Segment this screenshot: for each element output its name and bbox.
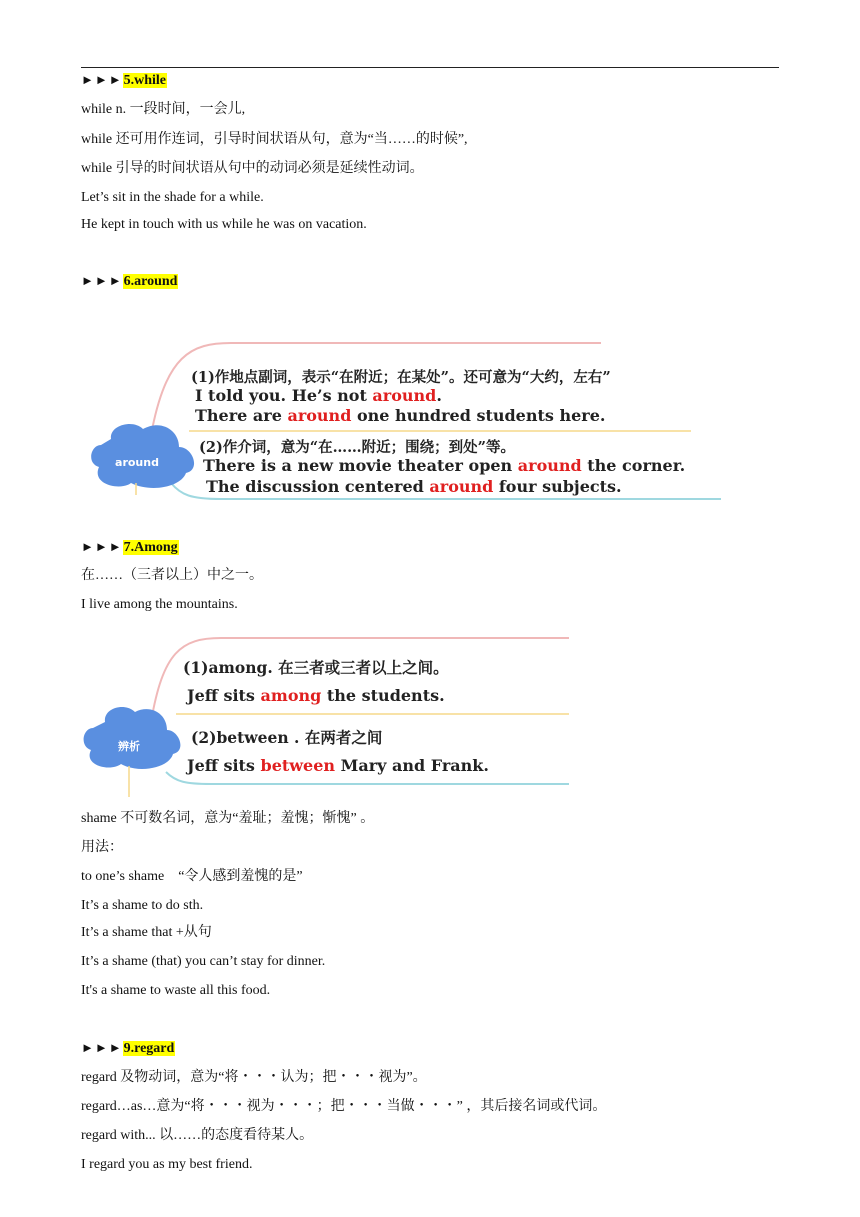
heading-among <box>81 538 179 557</box>
mindmap-line: (1)作地点副词，表示“在附近；在某处”。还可意为“大约，左右” <box>191 369 611 386</box>
heading-arrows: ►►► <box>81 539 123 554</box>
text-line: It’s a shame to do sth. <box>81 898 204 913</box>
heading-while <box>81 71 167 90</box>
text-line: while 引导的时间状语从句中的动词必须是延续性动词。 <box>81 161 424 176</box>
around-mindmap <box>81 335 731 505</box>
mindmap-line <box>203 456 685 475</box>
text-line: regard 及物动词，意为“将・・・认为；把・・・视为”。 <box>81 1070 427 1085</box>
sentence-part: I told you. He’s not <box>195 386 373 405</box>
text-line: to one’s shame “令人感到羞愧的是” <box>81 869 303 884</box>
sentence-part: There are <box>195 406 288 425</box>
mindmap-line <box>195 406 605 425</box>
text-line: 用法： <box>81 840 123 855</box>
sentence-part: one hundred students here. <box>351 406 606 425</box>
text-line: while 还可用作连词，引导时间状语从句，意为“当……的时候”, <box>81 132 468 147</box>
text-line: shame 不可数名词，意为“羞耻；羞愧；惭愧” 。 <box>81 811 375 826</box>
cloud-label: around <box>115 456 159 469</box>
mindmap-line <box>187 756 489 775</box>
keyword: between <box>260 756 336 775</box>
sentence-part: Jeff sits <box>187 686 261 705</box>
text-line: I regard you as my best friend. <box>81 1157 253 1172</box>
text-line: It’s a shame that +从句 <box>81 925 212 940</box>
sentence-part: the students. <box>321 686 445 705</box>
text-line: Let’s sit in the shade for a while. <box>81 190 264 205</box>
keyword: around <box>517 456 582 475</box>
heading-arrows: ►►► <box>81 273 123 288</box>
mindmap-line <box>187 686 445 705</box>
among-mindmap <box>81 632 581 802</box>
heading-title: 9.regard <box>123 1041 175 1056</box>
heading-regard <box>81 1039 175 1058</box>
mindmap-line <box>206 477 622 496</box>
mindmap-line <box>195 386 442 405</box>
text-line: regard…as…意为“将・・・视为・・・；把・・・当做・・・” ，其后接名词或代词。 <box>81 1099 607 1114</box>
sentence-part: There is a new movie theater open <box>203 456 518 475</box>
mindmap-line: (2)between . 在两者之间 <box>191 728 383 747</box>
top-rule <box>81 67 779 68</box>
text-line: I live among the mountains. <box>81 597 238 612</box>
mindmap-line: (1)among. 在三者或三者以上之间。 <box>183 658 449 677</box>
text-line: regard with... 以……的态度看待某人。 <box>81 1128 314 1143</box>
heading-around <box>81 272 178 291</box>
sentence-part: the corner. <box>581 456 686 475</box>
keyword: around <box>372 386 437 405</box>
heading-arrows: ►►► <box>81 1040 123 1055</box>
heading-arrows: ►►► <box>81 72 123 87</box>
sentence-part: four subjects. <box>493 477 622 496</box>
text-line: He kept in touch with us while he was on vacation. <box>81 217 367 232</box>
sentence-part: The discussion centered <box>206 477 430 496</box>
mindmap-line: (2)作介词，意为“在……附近；围绕；到处”等。 <box>199 439 515 456</box>
sentence-part: Mary and Frank. <box>335 756 489 775</box>
heading-title: 6.around <box>123 274 178 289</box>
heading-title: 7.Among <box>123 540 178 555</box>
sentence-part: . <box>436 386 442 405</box>
sentence-part: Jeff sits <box>187 756 261 775</box>
keyword: around <box>429 477 494 496</box>
text-line: 在……（三者以上）中之一。 <box>81 568 263 583</box>
keyword: among <box>260 686 322 705</box>
text-line: It's a shame to waste all this food. <box>81 983 271 998</box>
cloud-label: 辨析 <box>118 740 140 753</box>
keyword: around <box>287 406 352 425</box>
text-line: It’s a shame (that) you can’t stay for dinner. <box>81 954 326 969</box>
heading-title: 5.while <box>123 73 166 88</box>
text-line: while n. 一段时间，一会儿, <box>81 102 246 117</box>
